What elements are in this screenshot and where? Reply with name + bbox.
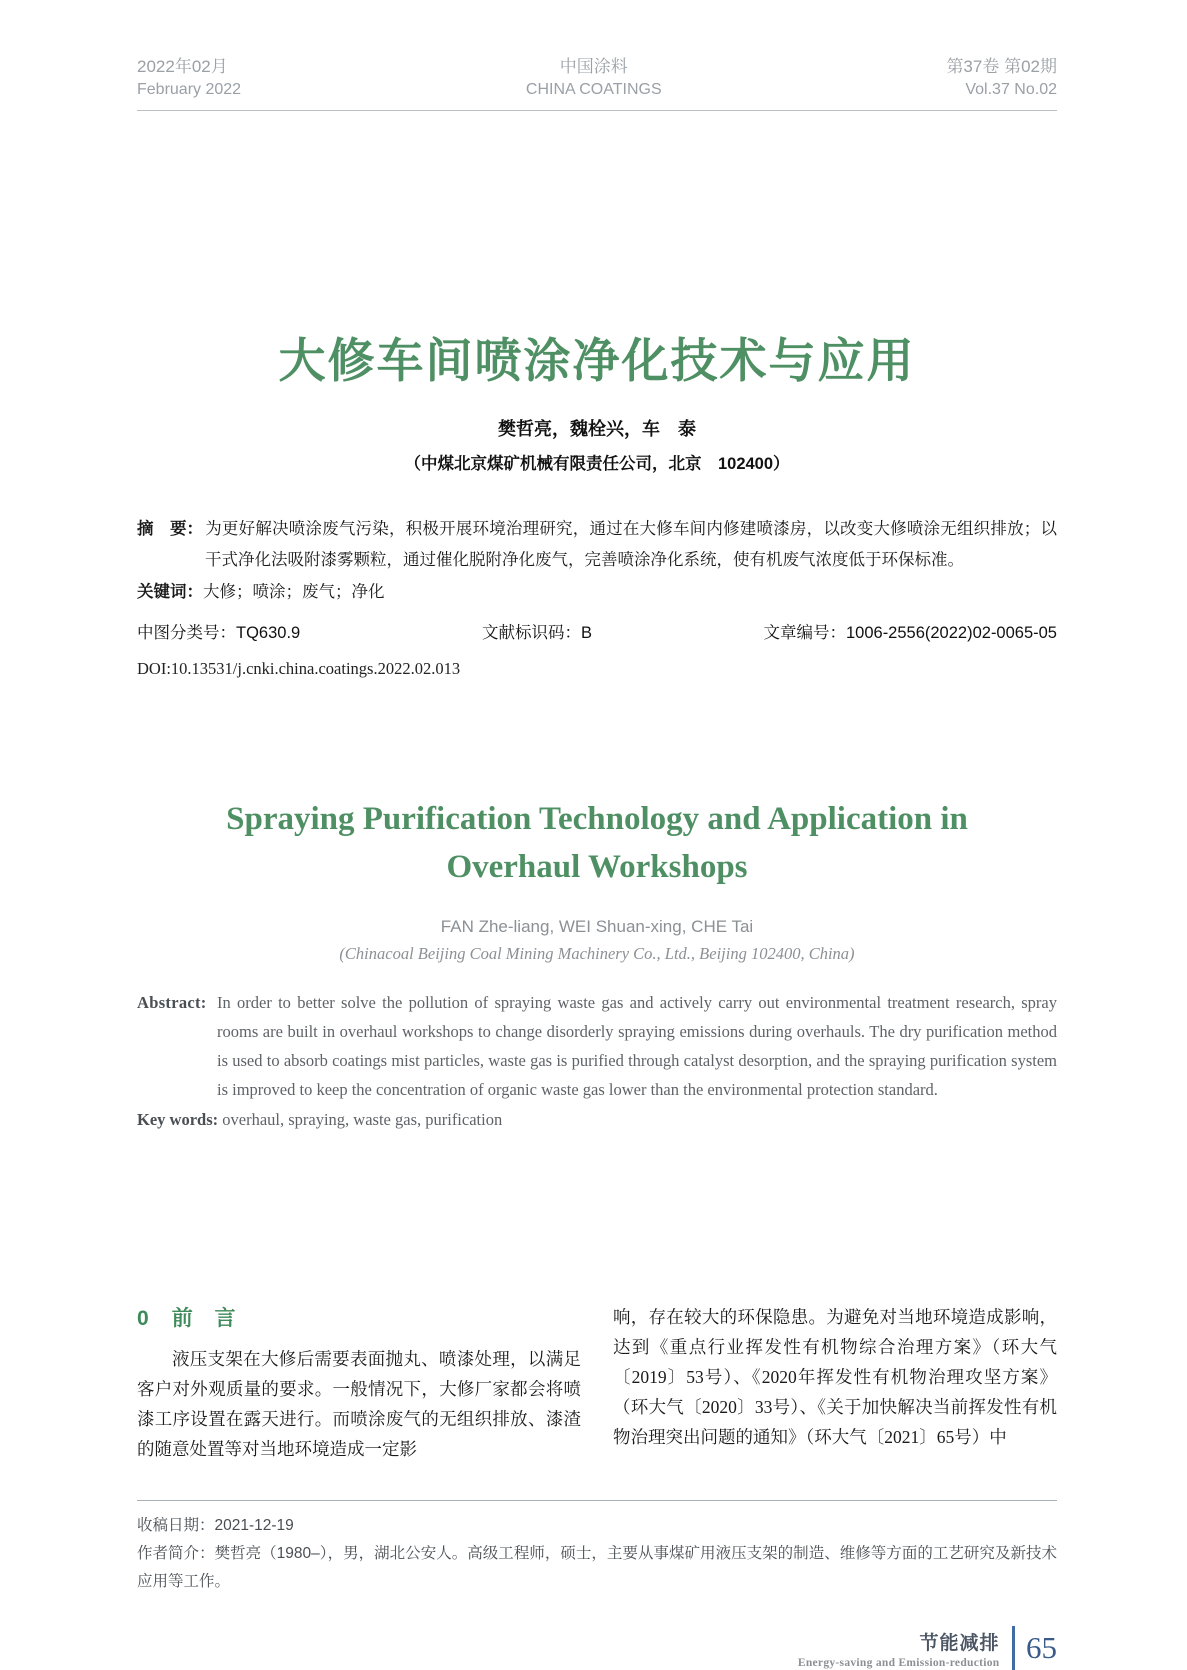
journal-name-en: CHINA COATINGS	[525, 81, 662, 98]
article-title-en-line2: Overhaul Workshops	[446, 849, 748, 885]
doi: DOI:10.13531/j.cnki.china.coatings.2022.02.013	[137, 659, 461, 678]
page-content	[137, 0, 1057, 1670]
journal-name-cn: 中国涂料	[559, 57, 628, 76]
body-paragraph-right: 响，存在较大的环保隐患。为避免对当地环境造成影响，达到《重点行业挥发性有机物综合治理方案》（环大气〔2019〕53号）、《2020年挥发性有机物治理攻坚方案》（环大气〔2020〕33号）、《关于加快解决当前挥发性有机物治理突出问题的通知》（环大气〔2021〕65号）中	[613, 1307, 1057, 1447]
keywords-cn-label: 关键词：	[137, 583, 203, 601]
abstract-cn	[137, 514, 1057, 576]
affiliation-cn: （中煤北京煤矿机械有限责任公司，北京 102400）	[404, 455, 790, 473]
footer-section-en: Energy-saving and Emission-reduction	[797, 1656, 1000, 1669]
author-bio: 作者简介：樊哲亮（1980–），男，湖北公安人。高级工程师，硕士，主要从事煤矿用液压支架的制造、维修等方面的工艺研究及新技术应用等工作。	[137, 1545, 1057, 1590]
section-number: 0	[137, 1307, 150, 1330]
body-paragraph-left: 液压支架在大修后需要表面抛丸、喷漆处理，以满足客户对外观质量的要求。一般情况下，大修厂家都会将喷漆工序设置在露天进行。而喷涂废气的无组织排放、漆渣的随意处置等对当地环境造成一定影	[137, 1349, 581, 1459]
issue-date-en: February 2022	[137, 81, 242, 98]
abstract-cn-label: 摘 要：	[137, 520, 203, 538]
clc-number: 中图分类号：TQ630.9	[137, 624, 301, 642]
keywords-en-label: Key words:	[137, 1110, 219, 1129]
volume-info-cn: 第37卷 第02期	[946, 57, 1057, 76]
article-id: 文章编号：1006-2556(2022)02-0065-05	[763, 624, 1057, 642]
keywords-en	[137, 1105, 1057, 1134]
issue-date-cn: 2022年02月	[137, 57, 228, 76]
abstract-en-label: Abstract:	[137, 993, 207, 1012]
authors-en: FAN Zhe-liang, WEI Shuan-xing, CHE Tai	[440, 917, 754, 936]
header-journal-name	[526, 55, 662, 101]
footer-section-cn: 节能减排	[919, 1632, 1000, 1654]
meta-row	[137, 619, 1057, 643]
keywords-cn	[137, 577, 1057, 608]
footer-section-name	[798, 1628, 1000, 1669]
article-title-en-line1: Spraying Purification Technology and Application in	[226, 801, 968, 837]
footer-divider-bar	[1012, 1626, 1016, 1670]
received-date: 收稿日期：2021-12-19	[137, 1517, 294, 1534]
article-title-en	[137, 795, 1057, 891]
body-column-left	[137, 1302, 581, 1464]
body-columns	[137, 1302, 1057, 1464]
volume-info-en: Vol.37 No.02	[965, 81, 1057, 98]
affiliation-en: (Chinacoal Beijing Coal Mining Machinery Co., Ltd., Beijing 102400, China)	[339, 944, 855, 963]
section-title: 前 言	[171, 1307, 237, 1330]
abstract-en	[137, 988, 1057, 1104]
header-issue-date	[137, 55, 241, 101]
footnote-block	[137, 1500, 1057, 1596]
section-heading-0	[137, 1302, 581, 1332]
keywords-cn-text: 大修；喷涂；废气；净化	[203, 583, 385, 601]
article-title-cn: 大修车间喷涂净化技术与应用	[278, 334, 916, 387]
body-column-right	[613, 1302, 1057, 1464]
keywords-en-text: overhaul, spraying, waste gas, purification	[222, 1110, 503, 1129]
abstract-cn-text: 为更好解决喷涂废气污染，积极开展环境治理研究，通过在大修车间内修建喷漆房，以改变大修喷涂无组织排放；以干式净化法吸附漆雾颗粒，通过催化脱附净化废气，完善喷涂净化系统，使有机废气浓度低于环保标准。	[205, 520, 1057, 569]
header-volume-info	[946, 55, 1057, 101]
authors-cn: 樊哲亮，魏栓兴，车 泰	[498, 419, 696, 439]
page-number: 65	[1026, 1630, 1057, 1665]
page-footer	[137, 1626, 1057, 1670]
journal-header	[137, 0, 1057, 111]
document-code: 文献标识码：B	[482, 624, 593, 642]
abstract-en-text: In order to better solve the pollution of spraying waste gas and actively carry out environmental treatment research, spray rooms are built in overhaul workshops to change disorderly spraying emissions during overhauls. The dry purification method is used to absorb coatings mist particles, waste gas is purified through catalyst desorption, and the spraying purification system is improved to keep the concentration of organic waste gas lower than the environmental protection standard.	[217, 993, 1057, 1099]
